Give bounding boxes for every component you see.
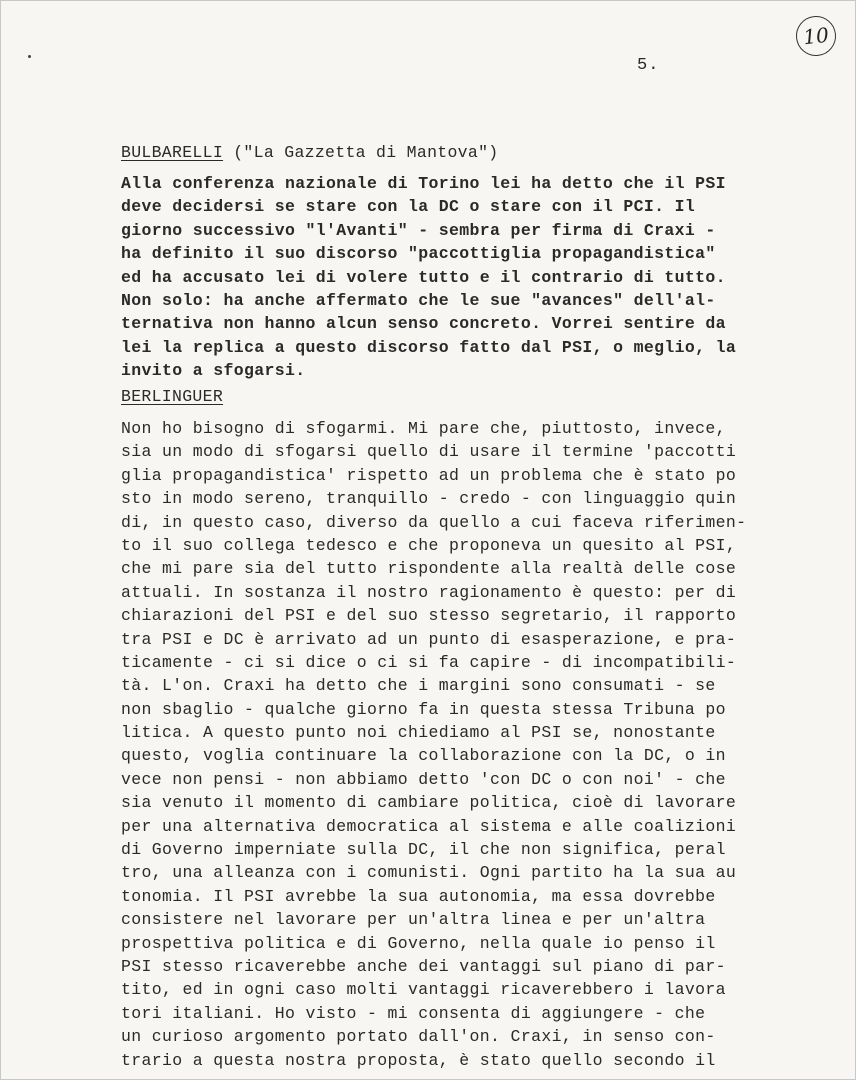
circled-sheet-number	[794, 14, 838, 58]
answer-paragraph	[121, 417, 746, 1072]
page-number: 5.	[637, 56, 660, 75]
answer-line: glia propagandistica' rispetto ad un problema che è stato po	[121, 465, 737, 485]
answer-line: chiarazioni del PSI e del suo stesso segretario, il rapporto	[121, 606, 737, 626]
answer-line: ticamente - ci si dice o ci si fa capire - di incompatibili-	[121, 652, 737, 672]
answer-line: attuali. In sostanza il nostro ragionamento è questo: per di	[121, 582, 737, 602]
answer-line: tro, una alleanza con i comunisti. Ogni partito ha la sua au	[121, 863, 737, 883]
answer-line: litica. A questo punto noi chiediamo al PSI se, nonostante	[121, 723, 716, 743]
answer-line: PSI stesso ricaverebbe anche dei vantaggi sul piano di par-	[121, 956, 726, 976]
answer-line: per una alternativa democratica al sistema e alle coalizioni	[121, 816, 737, 836]
question-line: Alla conferenza nazionale di Torino lei ha detto che il PSI	[121, 174, 726, 193]
answer-line: tito, ed in ogni caso molti vantaggi ricaverebbero i lavora	[121, 980, 726, 1000]
answer-line: non sbaglio - qualche giorno fa in questa stessa Tribuna po	[121, 699, 726, 719]
answer-line: di Governo imperniate sulla DC, il che non significa, peral	[121, 840, 726, 860]
answer-line: tra PSI e DC è arrivato ad un punto di esasperazione, e pra-	[121, 629, 737, 649]
answer-line: un curioso argomento portato dall'on. Craxi, in senso con-	[121, 1027, 716, 1047]
answer-speaker-name: BERLINGUER	[121, 387, 224, 406]
question-line: giorno successivo "l'Avanti" - sembra per firma di Craxi -	[121, 220, 716, 240]
answer-line: trario a questa nostra proposta, è stato quello secondo il	[121, 1050, 716, 1070]
answer-line: sia venuto il momento di cambiare politica, cioè di lavorare	[121, 793, 737, 813]
question-line: ed ha accusato lei di volere tutto e il contrario di tutto.	[121, 267, 726, 287]
answer-line: che mi pare sia del tutto rispondente alla realtà delle cose	[121, 559, 737, 579]
question-speaker-heading	[121, 143, 498, 162]
answer-speaker-heading	[121, 387, 223, 406]
answer-line: sia un modo di sfogarsi quello di usare il termine 'paccotti	[121, 442, 737, 462]
question-speaker-affiliation: ("La Gazzetta di Mantova")	[223, 143, 499, 162]
circled-sheet-number-text: 10	[802, 22, 830, 50]
answer-line: vece non pensi - non abbiamo detto 'con DC o con noi' - che	[121, 769, 726, 789]
answer-line: sto in modo sereno, tranquillo - credo - con linguaggio quin	[121, 489, 737, 509]
question-speaker-name: BULBARELLI	[121, 143, 224, 162]
ink-speck	[28, 55, 31, 58]
answer-line: prospettiva politica e di Governo, nella quale io penso il	[121, 933, 716, 953]
question-paragraph	[121, 172, 736, 383]
answer-line: tori italiani. Ho visto - mi consenta di aggiungere - che	[121, 1003, 706, 1023]
question-line: Non solo: ha anche affermato che le sue "avances" dell'al-	[121, 290, 716, 310]
answer-line: tonomia. Il PSI avrebbe la sua autonomia, ma essa dovrebbe	[121, 886, 716, 906]
question-line: lei la replica a questo discorso fatto dal PSI, o meglio, la	[121, 337, 737, 357]
answer-line: di, in questo caso, diverso da quello a cui faceva riferimen-	[121, 512, 747, 532]
question-line: invito a sfogarsi.	[121, 361, 306, 381]
question-line: ha definito il suo discorso "paccottiglia propagandistica"	[121, 244, 716, 264]
answer-line: tà. L'on. Craxi ha detto che i margini sono consumati - se	[121, 676, 716, 696]
question-line: deve decidersi se stare con la DC o stare con il PCI. Il	[121, 197, 696, 217]
answer-line: to il suo collega tedesco e che proponeva un quesito al PSI,	[121, 535, 737, 555]
answer-line: consistere nel lavorare per un'altra linea e per un'altra	[121, 910, 706, 930]
answer-line: Non ho bisogno di sfogarmi. Mi pare che, piuttosto, invece,	[121, 419, 726, 438]
answer-line: questo, voglia continuare la collaborazione con la DC, o in	[121, 746, 726, 766]
question-line: ternativa non hanno alcun senso concreto. Vorrei sentire da	[121, 314, 726, 334]
